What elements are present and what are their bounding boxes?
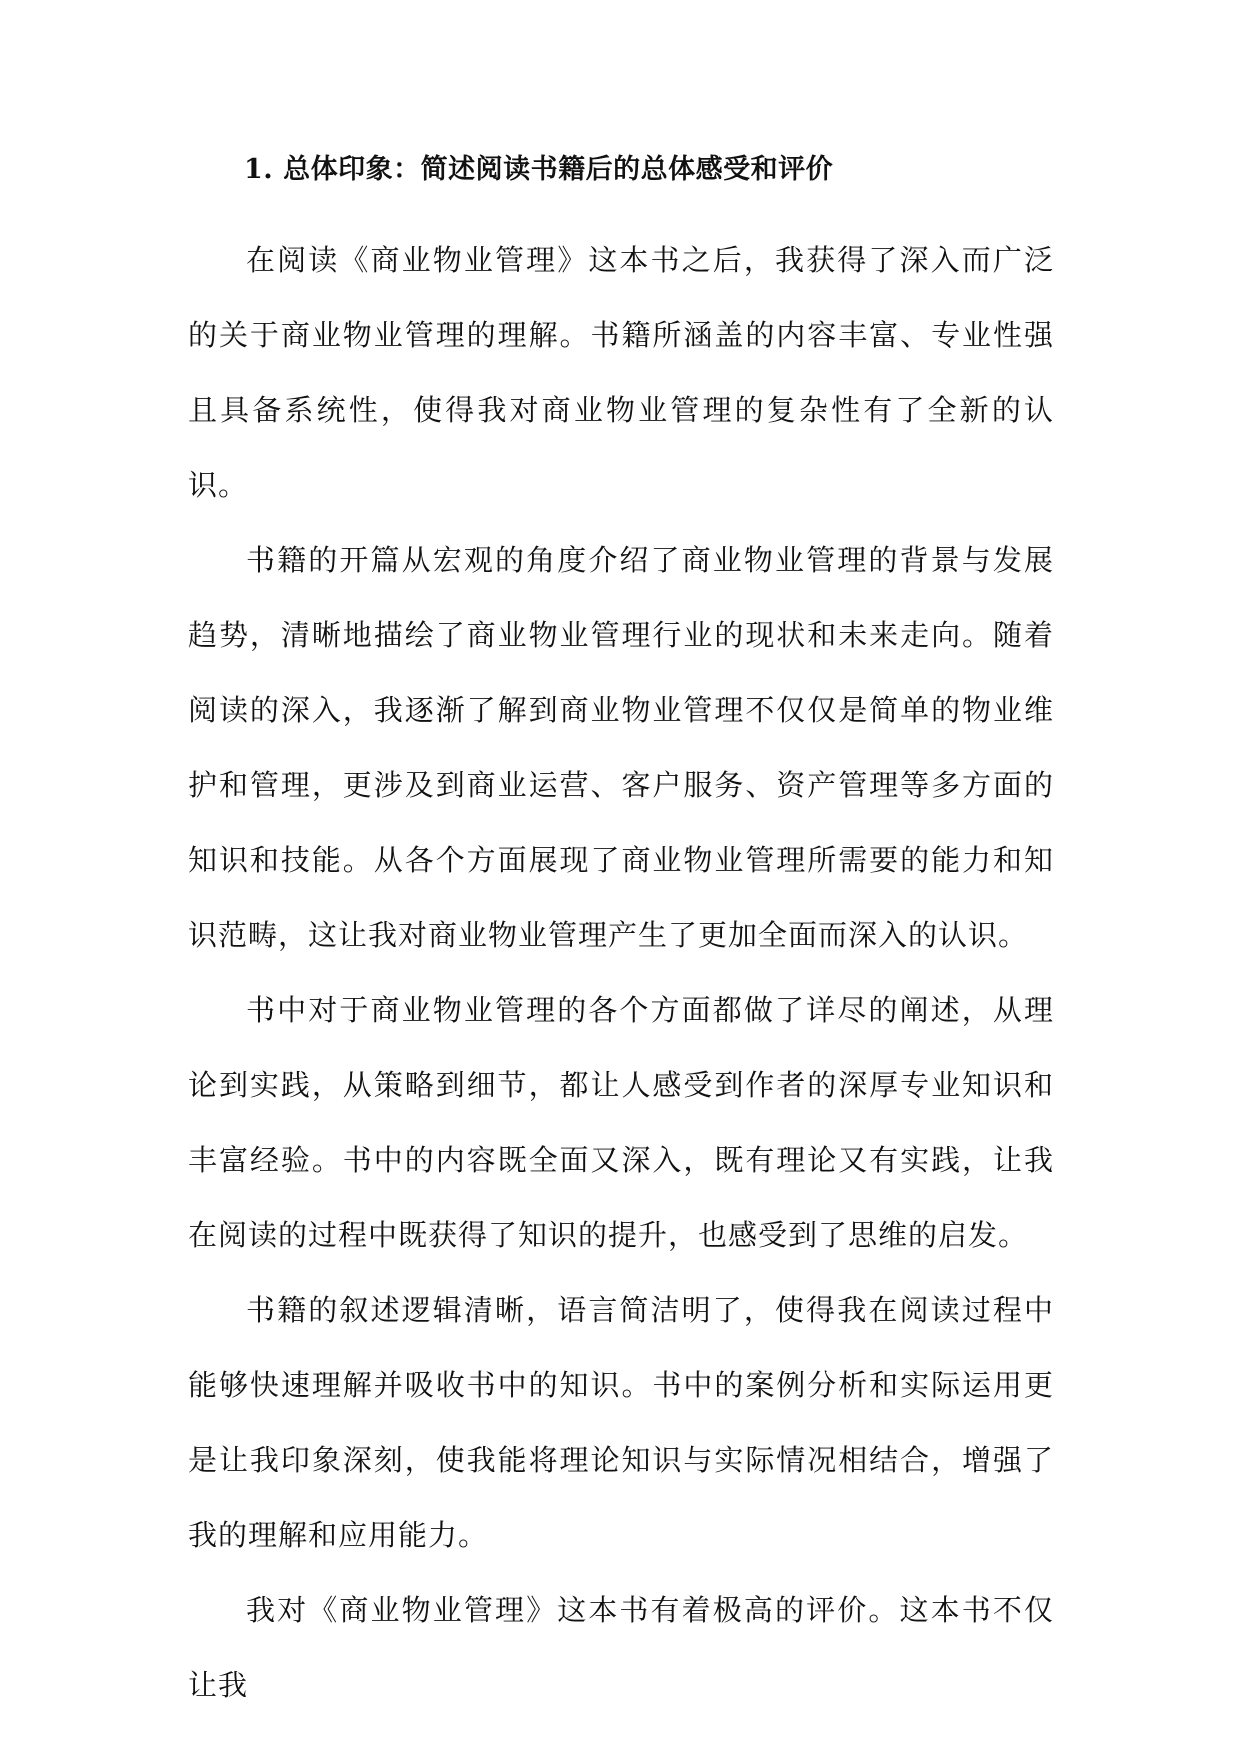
- document-body: [188, 148, 1054, 1723]
- paragraph-opening: 书籍的开篇从宏观的角度介绍了商业物业管理的背景与发展趋势，清晰地描绘了商业物业管理行业的现状和未来走向。随着阅读的深入，我逐渐了解到商业物业管理不仅仅是简单的物业维护和管理，更涉及到商业运营、客户服务、资产管理等多方面的知识和技能。从各个方面展现了商业物业管理所需要的能力和知识范畴，这让我对商业物业管理产生了更加全面而深入的认识。: [188, 543, 1054, 952]
- paragraph-detail: 书中对于商业物业管理的各个方面都做了详尽的阐述，从理论到实践，从策略到细节，都让人感受到作者的深厚专业知识和丰富经验。书中的内容既全面又深入，既有理论又有实践，让我在阅读的过程中既获得了知识的提升，也感受到了思维的启发。: [188, 993, 1054, 1252]
- paragraph-style: 书籍的叙述逻辑清晰，语言简洁明了，使得我在阅读过程中能够快速理解并吸收书中的知识。书中的案例分析和实际运用更是让我印象深刻，使我能将理论知识与实际情况相结合，增强了我的理解和应用能力。: [188, 1293, 1054, 1552]
- section-heading: 1. 总体印象：简述阅读书籍后的总体感受和评价: [244, 154, 834, 185]
- paragraph-evaluation: 我对《商业物业管理》这本书有着极高的评价。这本书不仅让我: [188, 1593, 1054, 1702]
- paragraph-overview: 在阅读《商业物业管理》这本书之后，我获得了深入而广泛的关于商业物业管理的理解。书籍所涵盖的内容丰富、专业性强且具备系统性，使得我对商业物业管理的复杂性有了全新的认识。: [188, 243, 1054, 502]
